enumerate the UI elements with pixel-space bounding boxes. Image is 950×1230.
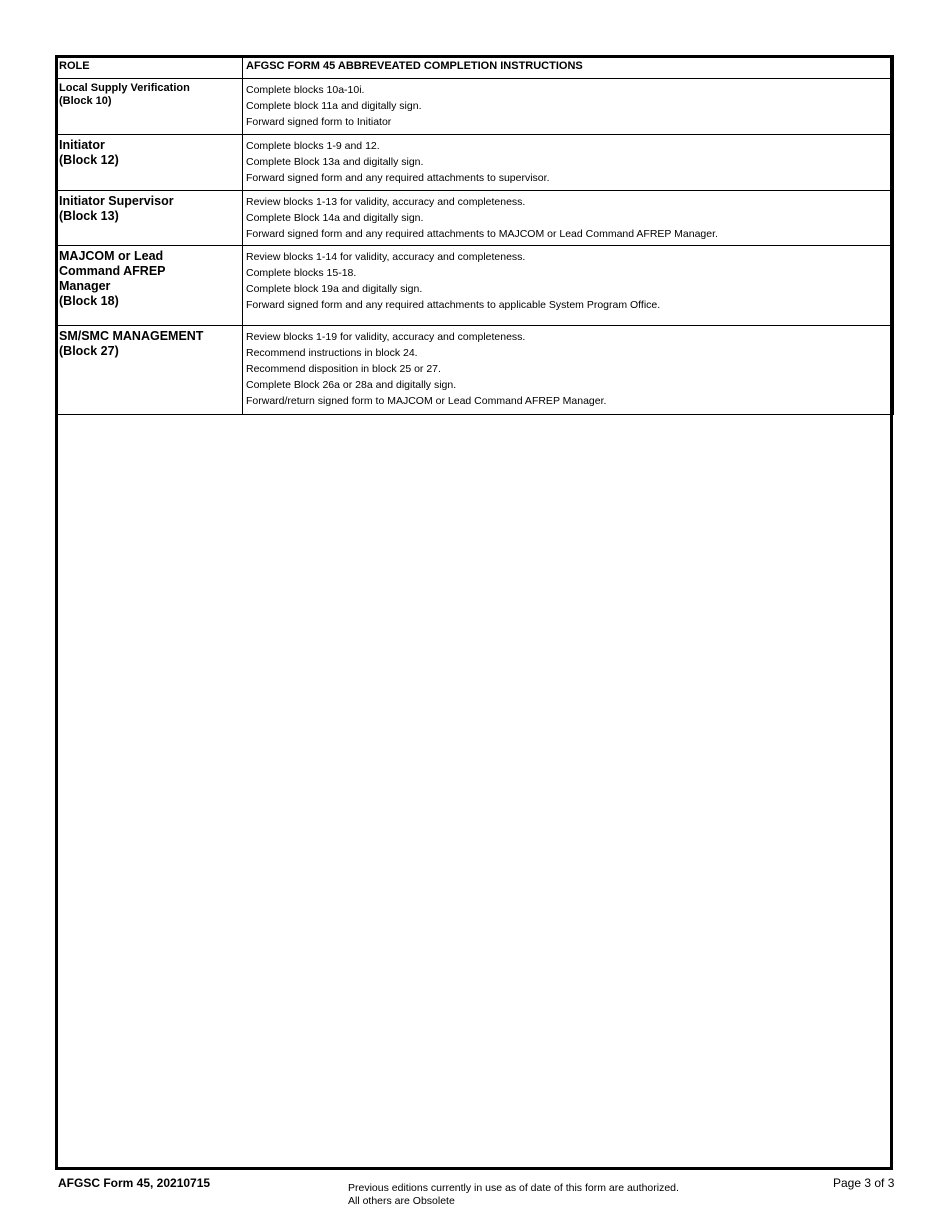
- table-row: [56, 191, 894, 246]
- instructions-cell: [243, 191, 894, 246]
- instructions-cell: [243, 135, 894, 191]
- table-row: [56, 326, 894, 415]
- form-id: AFGSC Form 45, 20210715: [58, 1176, 211, 1190]
- header-role: ROLE: [56, 56, 243, 79]
- role-name: Local Supply Verification: [59, 82, 190, 94]
- instruction-line: Complete Block 13a and digitally sign.: [246, 156, 424, 168]
- role-name: SM/SMC MANAGEMENT: [59, 329, 204, 343]
- instruction-line: Forward signed form and any required attachments to applicable System Program Office.: [246, 299, 661, 311]
- instructions-cell: [243, 246, 894, 326]
- instructions-cell: [243, 326, 894, 415]
- instruction-line: Complete block 11a and digitally sign.: [246, 100, 422, 112]
- instruction-line: Forward signed form to Initiator: [246, 116, 392, 128]
- role-cell: [56, 246, 243, 326]
- role-cell: [56, 135, 243, 191]
- instruction-line: Forward signed form and any required attachments to supervisor.: [246, 172, 550, 184]
- role-block: (Block 18): [59, 294, 119, 308]
- editions-notice: [348, 1182, 679, 1208]
- table-row: [56, 135, 894, 191]
- editions-line: All others are Obsolete: [348, 1195, 455, 1207]
- instruction-line: Complete block 19a and digitally sign.: [246, 283, 423, 295]
- instruction-line: Recommend instructions in block 24.: [246, 347, 418, 359]
- table-header-row: [56, 56, 894, 79]
- instruction-line: Complete blocks 10a-10i.: [246, 84, 365, 96]
- role-name: Initiator: [59, 138, 105, 152]
- instruction-line: Complete blocks 15-18.: [246, 267, 357, 279]
- instructions-table: [55, 55, 894, 415]
- page-number: Page 3 of 3: [833, 1176, 895, 1190]
- instruction-line: Complete Block 14a and digitally sign.: [246, 212, 424, 224]
- role-cell: [56, 191, 243, 246]
- role-cell: [56, 326, 243, 415]
- editions-line: Previous editions currently in use as of date of this form are authorized.: [348, 1182, 679, 1194]
- instruction-line: Review blocks 1-14 for validity, accuracy and completeness.: [246, 251, 526, 263]
- role-cell: [56, 79, 243, 135]
- instruction-line: Forward signed form and any required attachments to MAJCOM or Lead Command AFREP Manager.: [246, 228, 718, 240]
- role-name: Manager: [59, 279, 111, 293]
- instruction-line: Recommend disposition in block 25 or 27.: [246, 363, 441, 375]
- instruction-line: Complete blocks 1-9 and 12.: [246, 140, 380, 152]
- role-name: Initiator Supervisor: [59, 194, 174, 208]
- role-block: (Block 10): [59, 95, 112, 107]
- role-block: (Block 12): [59, 153, 119, 167]
- table-row: [56, 79, 894, 135]
- role-name: MAJCOM or Lead: [59, 249, 164, 263]
- role-block: (Block 13): [59, 209, 119, 223]
- instructions-cell: [243, 79, 894, 135]
- instruction-line: Complete Block 26a or 28a and digitally sign.: [246, 379, 457, 391]
- header-instructions: AFGSC FORM 45 ABBREVEATED COMPLETION INSTRUCTIONS: [243, 56, 894, 79]
- table-row: [56, 246, 894, 326]
- instruction-line: Review blocks 1-13 for validity, accuracy and completeness.: [246, 196, 526, 208]
- role-block: (Block 27): [59, 344, 119, 358]
- role-name: Command AFREP: [59, 264, 166, 278]
- instruction-line: Review blocks 1-19 for validity, accuracy and completeness.: [246, 331, 526, 343]
- instruction-line: Forward/return signed form to MAJCOM or Lead Command AFREP Manager.: [246, 395, 607, 407]
